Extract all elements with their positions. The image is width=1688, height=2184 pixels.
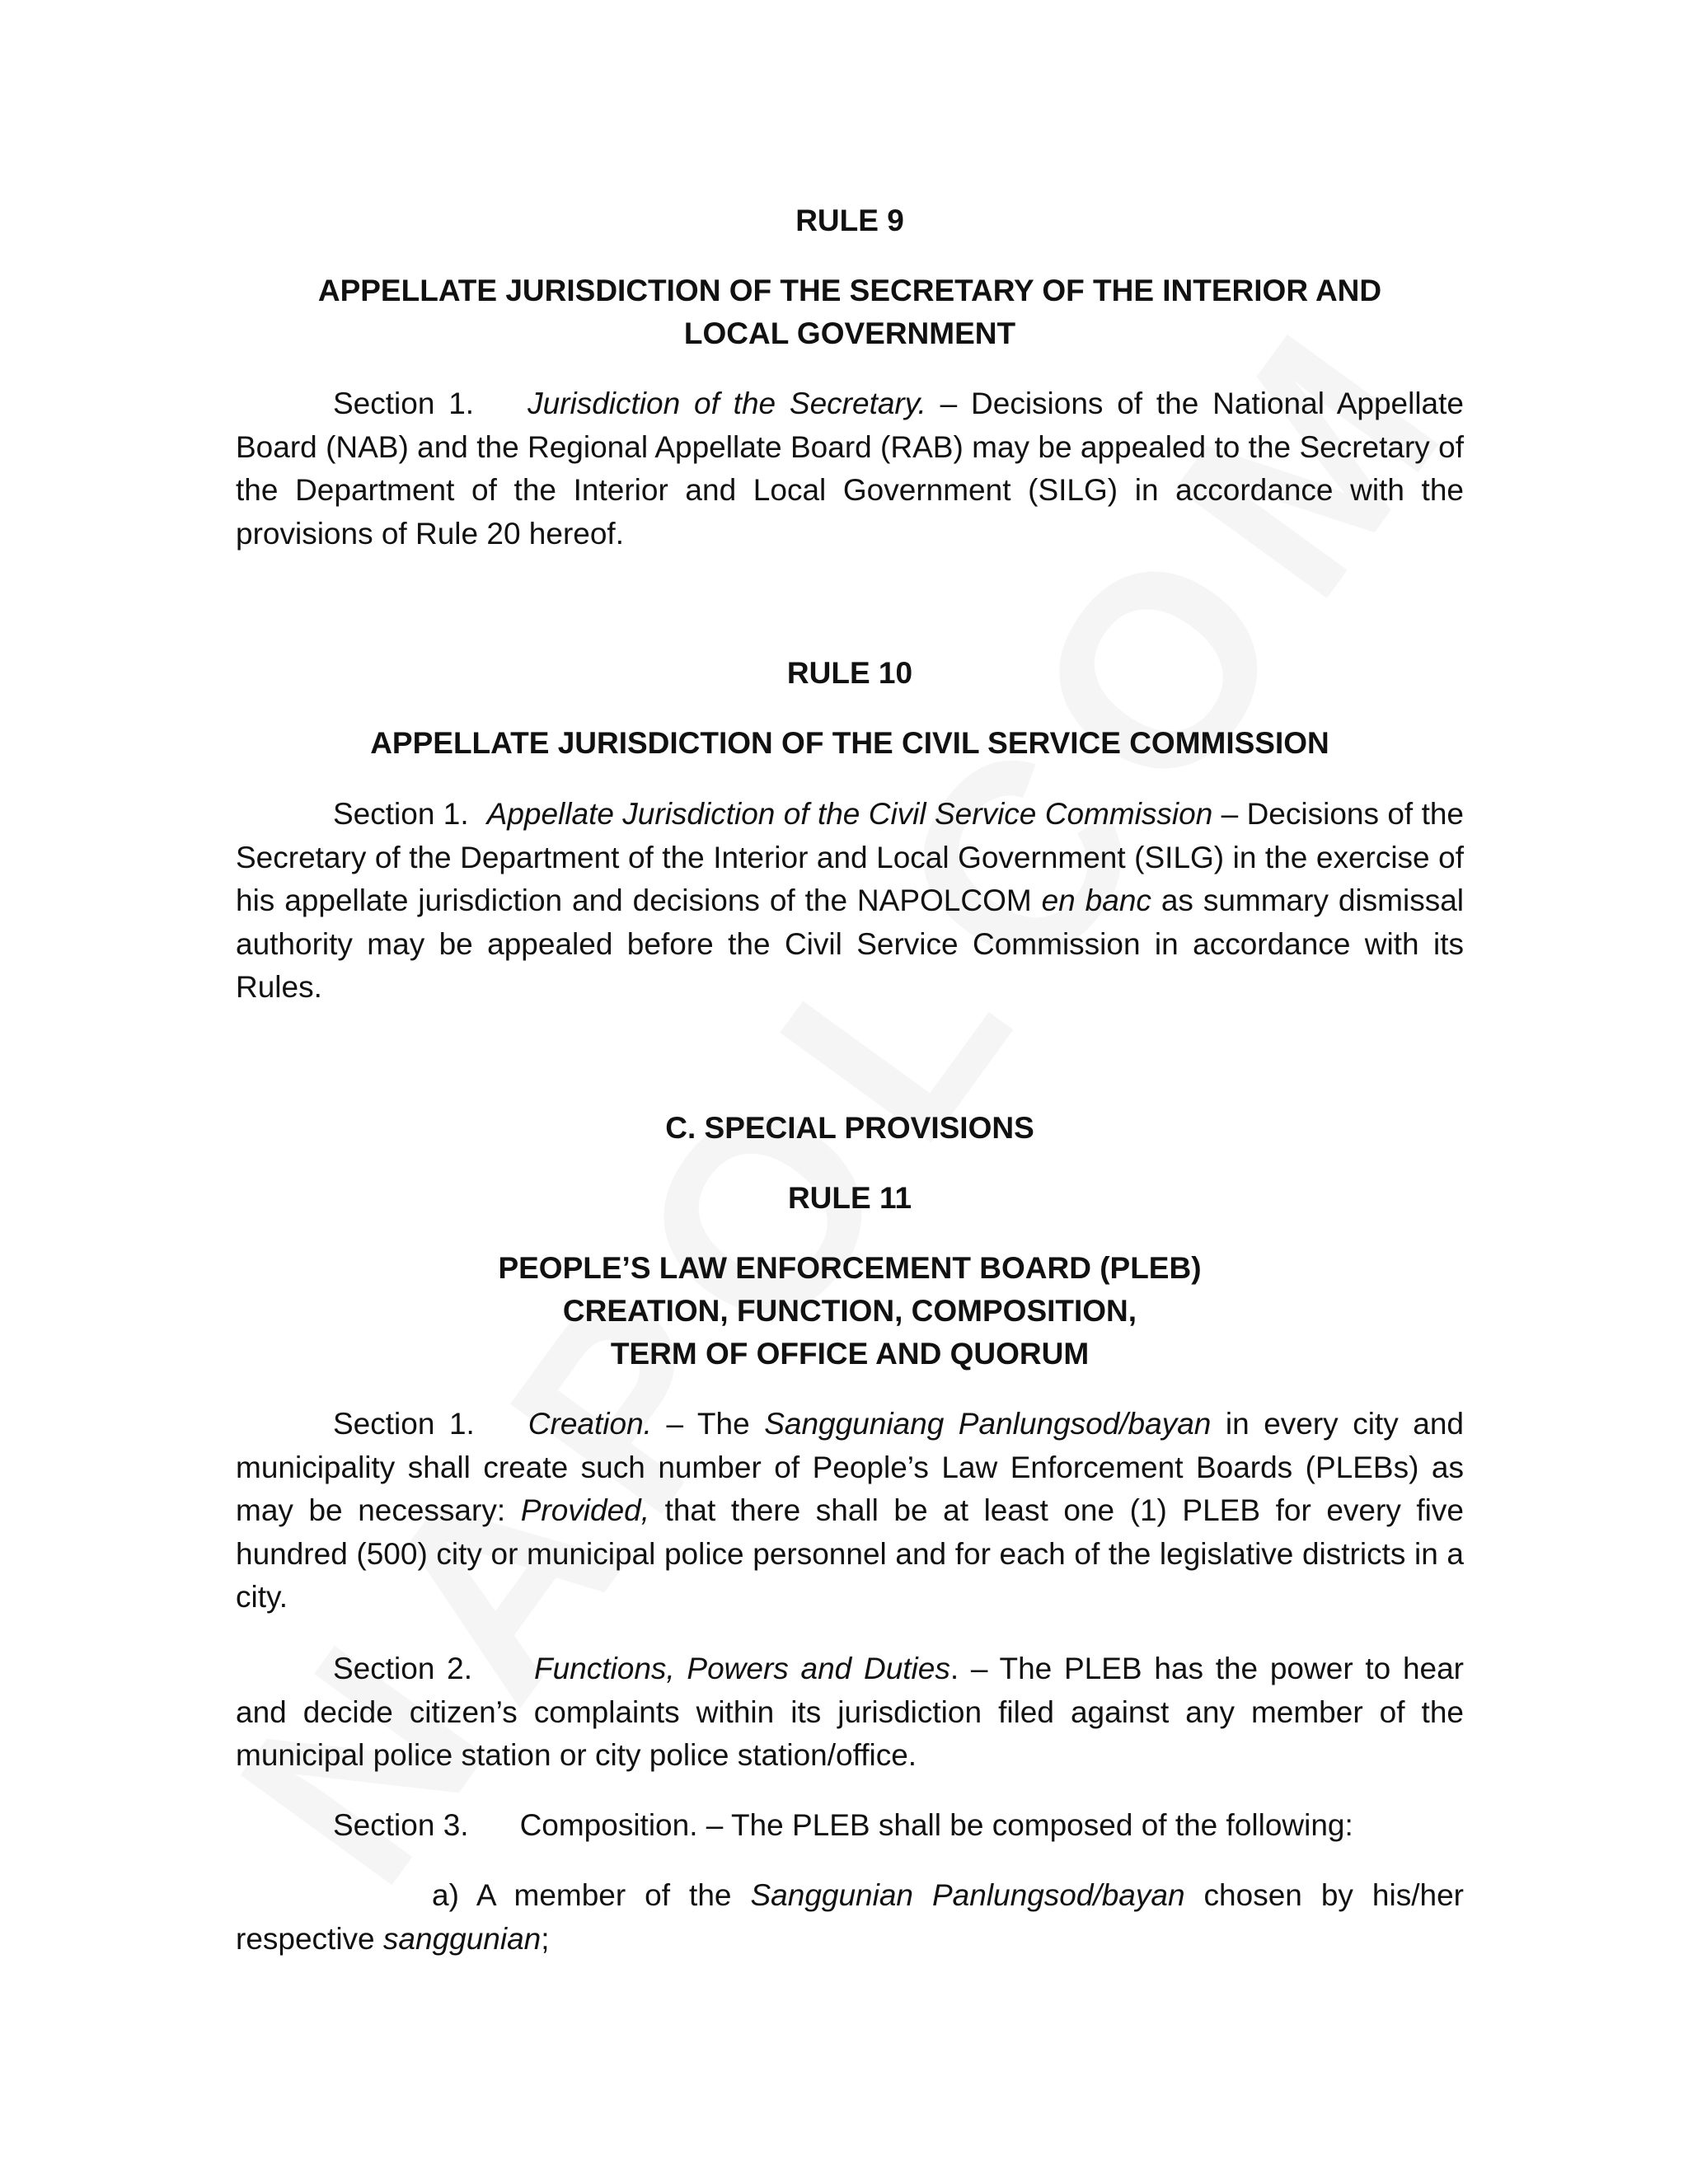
sanggunian-lowercase-term: sanggunian [382, 1921, 542, 1956]
item-a-text: chosen by his/her respective [236, 1878, 1464, 1956]
section-caption: Creation. [528, 1407, 652, 1441]
part-c-title: C. SPECIAL PROVISIONS [665, 1111, 1034, 1145]
section-text-continued: as summary dismissal authority may be appealed before the Civil Service Commission in accordance with its Rules. [236, 883, 1464, 1004]
section-label: Section 3. [333, 1808, 469, 1842]
rule-10-title: RULE 10 [786, 656, 913, 690]
section-label: Section 1. [333, 1407, 475, 1441]
rule-9-section-1 [236, 382, 1464, 555]
section-text-continued: in every city and municipality shall create such number of People’s Law Enforcement Boards (PLEBs) as may be necessary: [236, 1407, 1464, 1527]
rule-11-section-3 [236, 1804, 1464, 1848]
section-text-end: that there shall be at least one (1) PLEB for every five hundred (500) city or municipal police personnel and for each of the legislative districts in a city. [236, 1493, 1464, 1614]
section-label: Section 1. [333, 387, 475, 420]
en-banc-term: en banc [1041, 883, 1151, 917]
rule-9-heading-line-2: LOCAL GOVERNMENT [683, 316, 1016, 350]
section-text: – Decisions of the National Appellate Board (NAB) and the Regional Appellate Board (RAB) may be appealed to the Secretary of the Department of the Interior and Local Government (SILG) in accordance with the provisions of Rule 20 hereof. [236, 387, 1464, 551]
provided-term: Provided, [520, 1493, 649, 1527]
rule-11-heading-line-3: TERM OF OFFICE AND QUORUM [610, 1337, 1090, 1371]
rule-10-heading: APPELLATE JURISDICTION OF THE CIVIL SERVICE COMMISSION [370, 726, 1329, 760]
sanggunian-term: Sangguniang Panlungsod/bayan [764, 1407, 1212, 1441]
rule-10-section-1 [236, 793, 1464, 1010]
section-text: . – The PLEB has the power to hear and decide citizen’s complaints within its jurisdiction filed against any member of the municipal police station or city police station/office. [236, 1652, 1464, 1772]
rule-9-heading-line-1: APPELLATE JURISDICTION OF THE SECRETARY OF THE INTERIOR AND [317, 274, 1382, 307]
rule-11-heading-line-2: CREATION, FUNCTION, COMPOSITION, [562, 1294, 1137, 1328]
section-text: – The [651, 1407, 765, 1441]
section-text: Composition. – The PLEB shall be composed of the following: [519, 1808, 1353, 1842]
section-caption: Functions, Powers and Duties [534, 1652, 950, 1685]
section-label: Section 1. [333, 797, 469, 831]
sanggunian-term: Sanggunian Panlungsod/bayan [750, 1878, 1185, 1912]
section-text: – Decisions of the Secretary of the Department of the Interior and Local Government (SILG) in the exercise of his appellate jurisdiction and decisions of the NAPOLCOM [236, 797, 1464, 917]
section-label: Section 2. [333, 1652, 472, 1685]
rule-11-section-1 [236, 1403, 1464, 1619]
item-a-label: a) A member of the [432, 1878, 751, 1912]
rule-11-heading-line-1: PEOPLE’S LAW ENFORCEMENT BOARD (PLEB) [498, 1251, 1202, 1285]
section-caption: Appellate Jurisdiction of the Civil Service Commission [486, 797, 1213, 831]
rule-11-item-a [236, 1874, 1464, 1961]
item-a-end: ; [541, 1921, 550, 1956]
rule-11-title: RULE 11 [787, 1181, 912, 1215]
section-caption: Jurisdiction of the Secretary. [528, 387, 926, 420]
rule-9-title: RULE 9 [795, 204, 904, 237]
rule-11-section-2 [236, 1647, 1464, 1778]
